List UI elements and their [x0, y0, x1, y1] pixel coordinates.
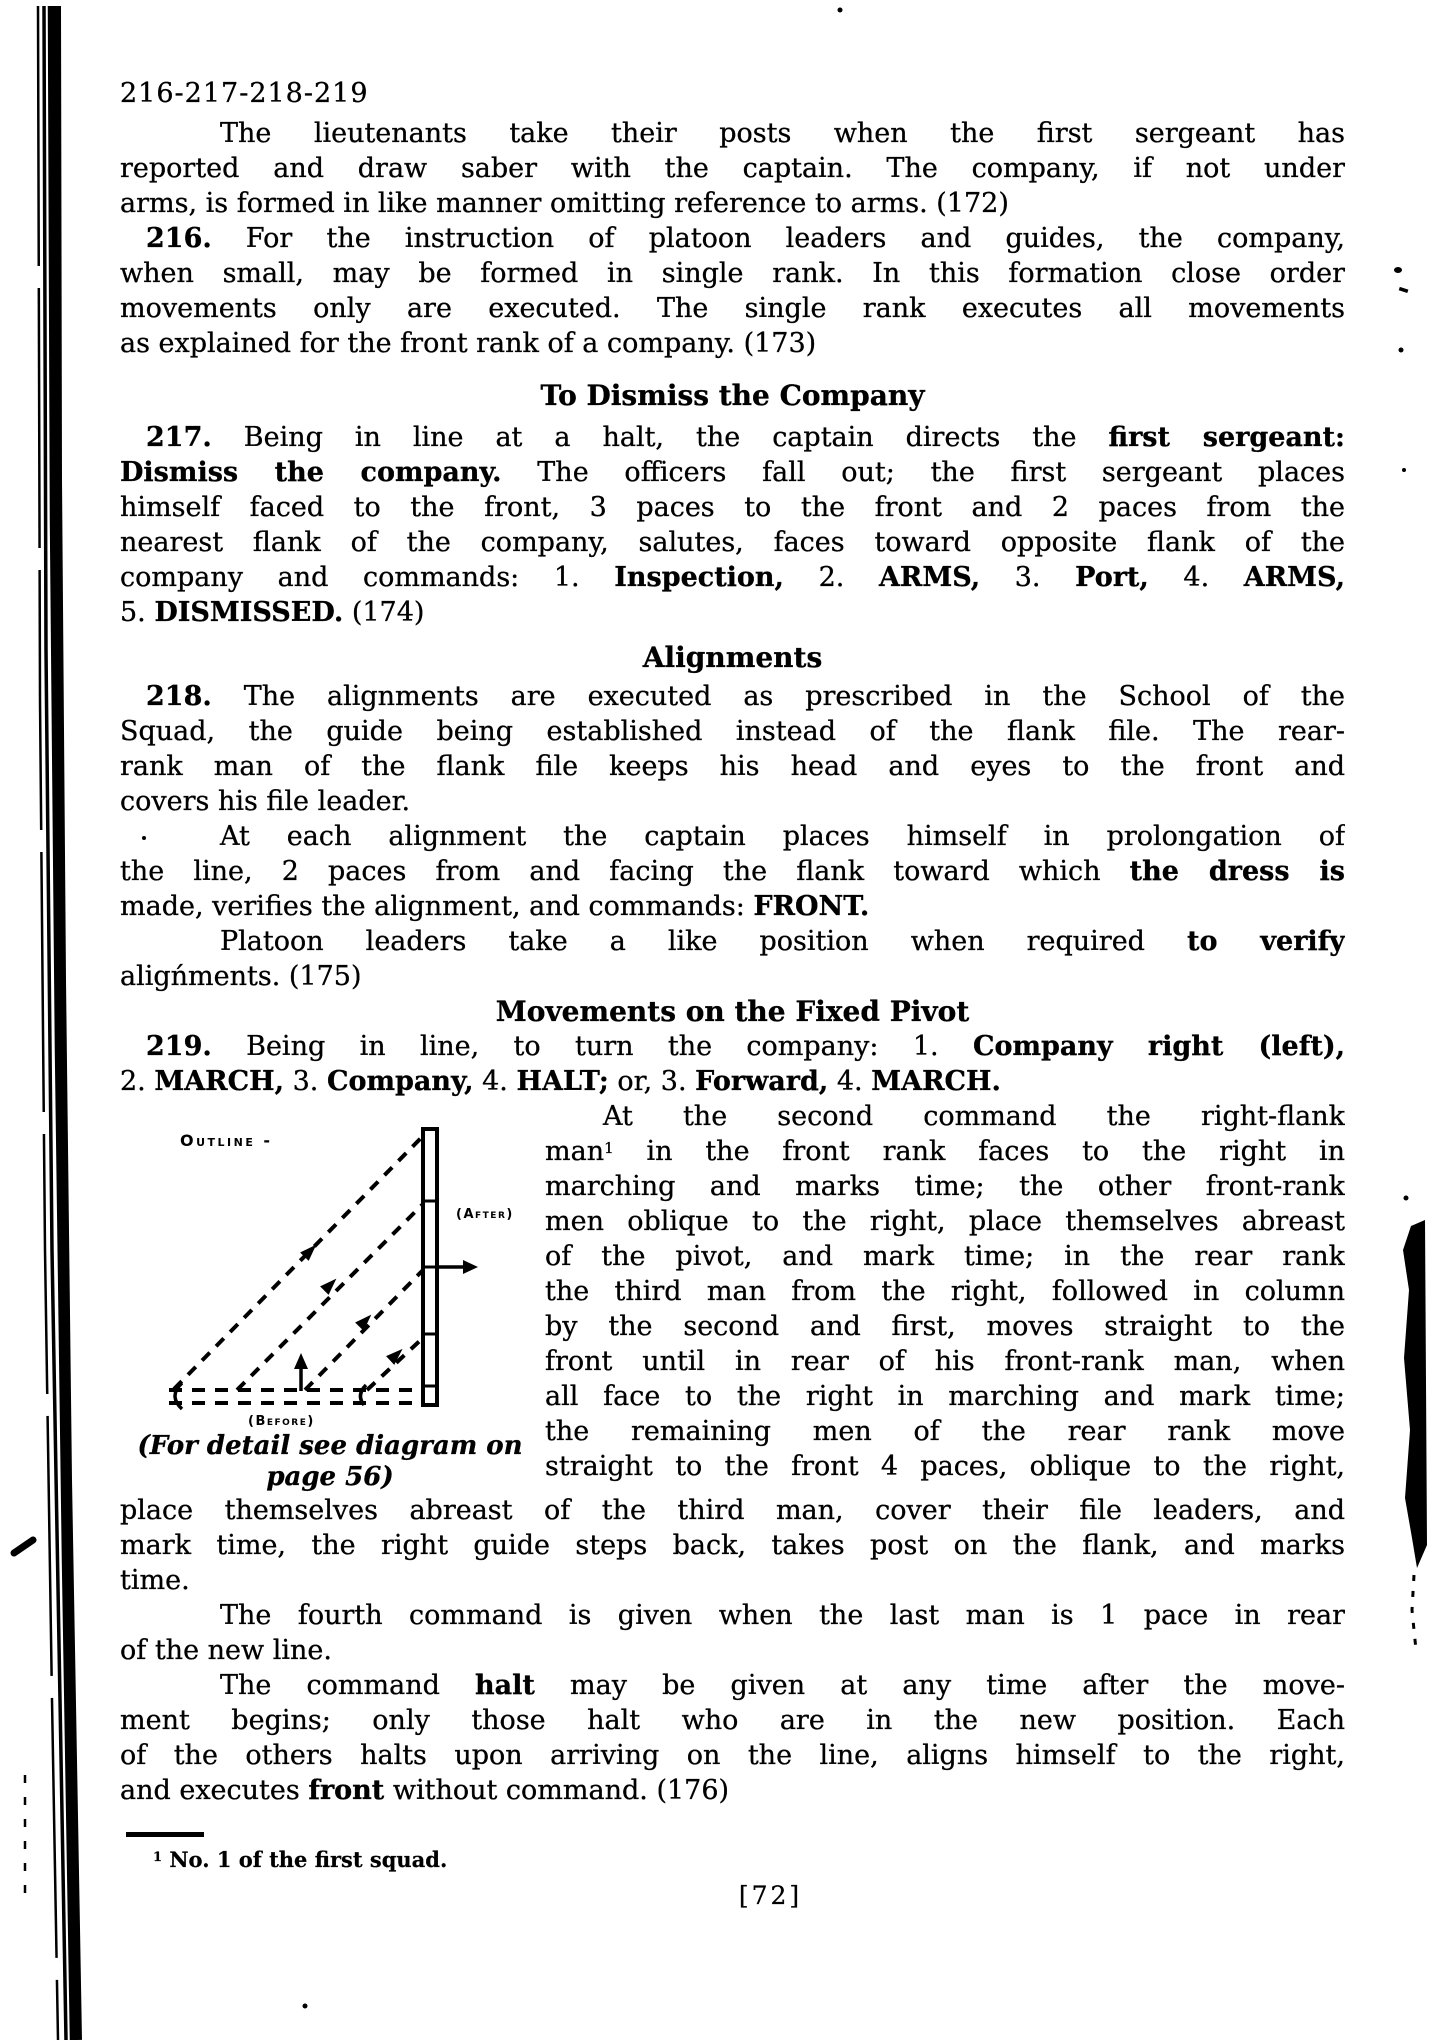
page-number: [72] — [738, 1881, 803, 1910]
company-right-turn-diagram — [120, 1099, 545, 1429]
section-heading: Movements on the Fixed Pivot — [495, 995, 970, 1028]
text-line: of the others halts upon arriving on the line, aligns himself to the right, — [120, 1740, 1345, 1771]
text-line: men oblique to the right, place themselves abreast — [545, 1206, 1345, 1237]
text-line: 218. The alignments are executed as prescribed in the School of the — [146, 681, 1345, 712]
text-line: man$^1$ in the front rank faces to the right in — [545, 1136, 1345, 1167]
text-line: The fourth command is given when the last man is 1 pace in rear — [220, 1600, 1345, 1631]
body-text-top — [120, 116, 1345, 1099]
figure-after-label: (After) — [456, 1207, 514, 1222]
text-line: 219. Being in line, to turn the company: 1. Company right (left), — [146, 1031, 1345, 1062]
text-column — [120, 76, 1345, 1910]
footnote — [153, 1847, 1345, 1873]
text-line: rank man of the flank file keeps his head and eyes to the front and — [120, 751, 1345, 782]
text-line: 2. MARCH, 3. Company, 4. HALT; or, 3. Forward, 4. MARCH. — [120, 1066, 1001, 1097]
section-heading: To Dismiss the Company — [540, 379, 925, 412]
footnote-marker: 1 — [153, 1850, 163, 1865]
body-text-bottom — [120, 1493, 1345, 1808]
figure-caption — [125, 1431, 535, 1493]
figure-outline-label: Outline - — [180, 1131, 273, 1150]
figure-caption-line1: (For detail see diagram on — [137, 1431, 523, 1461]
text-line: made, verifies the alignment, and commands: FRONT. — [120, 891, 870, 922]
text-line: front until in rear of his front-rank man, when — [545, 1346, 1345, 1377]
text-line: Dismiss the company. The officers fall out; the first sergeant places — [120, 457, 1345, 488]
text-line: At the second command the right-flank — [603, 1101, 1345, 1132]
body-text-beside-figure — [545, 1099, 1345, 1484]
text-line: aligńments. (175) — [120, 961, 362, 992]
text-line: himself faced to the front, 3 paces to the front and 2 paces from the — [120, 492, 1345, 523]
text-line: nearest flank of the company, salutes, faces toward opposite flank of the — [120, 527, 1345, 558]
text-line: and executes front without command. (176) — [120, 1775, 730, 1806]
text-line: when small, may be formed in single rank. In this formation close order — [120, 258, 1345, 289]
text-line: 216. For the instruction of platoon leaders and guides, the company, — [146, 223, 1345, 254]
text-line: ment begins; only those halt who are in the new position. Each — [120, 1705, 1345, 1736]
text-line: of the pivot, and mark time; in the rear rank — [545, 1241, 1345, 1272]
text-line: the remaining men of the rear rank move — [545, 1416, 1345, 1447]
figure-before-label: (Before) — [248, 1414, 315, 1429]
section-heading: Alignments — [642, 641, 823, 674]
text-line: mark time, the right guide steps back, takes post on the flank, and marks — [120, 1530, 1345, 1561]
text-line: 217. Being in line at a halt, the captain directs the first sergeant: — [146, 422, 1345, 453]
binding-gutter-artifact — [0, 0, 100, 2040]
footnote-text: No. 1 of the first squad. — [162, 1847, 448, 1872]
text-line: marching and marks time; the other front-rank — [545, 1171, 1345, 1202]
text-line: the third man from the right, followed in column — [545, 1276, 1345, 1307]
text-line: covers his file leader. — [120, 786, 411, 817]
text-line: time. — [120, 1565, 190, 1596]
text-line: place themselves abreast of the third man, cover their file leaders, and — [120, 1495, 1345, 1526]
text-line: straight to the front 4 paces, oblique to the right, — [545, 1451, 1345, 1482]
figure-row — [120, 1099, 1345, 1493]
text-line: all face to the right in marching and mark time; — [545, 1381, 1345, 1412]
text-line: Platoon leaders take a like position when required to verify — [220, 926, 1345, 957]
text-line: At each alignment the captain places himself in prolongation of — [220, 821, 1345, 852]
text-line: Squad, the guide being established instead of the flank file. The rear- — [120, 716, 1345, 747]
text-line: reported and draw saber with the captain. The company, if not under — [120, 153, 1345, 184]
text-line: movements only are executed. The single rank executes all movements — [120, 293, 1345, 324]
figure-caption-line2: page 56) — [266, 1462, 394, 1492]
text-line: as explained for the front rank of a company. (173) — [120, 328, 817, 359]
turn-diagram-figure — [120, 1099, 545, 1493]
text-line: by the second and first, moves straight to the — [545, 1311, 1345, 1342]
text-line: arms, is formed in like manner omitting reference to arms. (172) — [120, 188, 1009, 219]
text-line: of the new line. — [120, 1635, 332, 1666]
running-head: 216-217-218-219 — [120, 78, 369, 109]
text-line: the line, 2 paces from and facing the flank toward which the dress is — [120, 856, 1345, 887]
text-line: The lieutenants take their posts when the first sergeant has — [220, 118, 1345, 149]
text-line: 5. DISMISSED. (174) — [120, 597, 425, 628]
text-line: The command halt may be given at any time after the move- — [220, 1670, 1345, 1701]
text-line: company and commands: 1. Inspection, 2. ARMS, 3. Port, 4. ARMS, — [120, 562, 1345, 593]
footnote-rule — [126, 1832, 204, 1837]
